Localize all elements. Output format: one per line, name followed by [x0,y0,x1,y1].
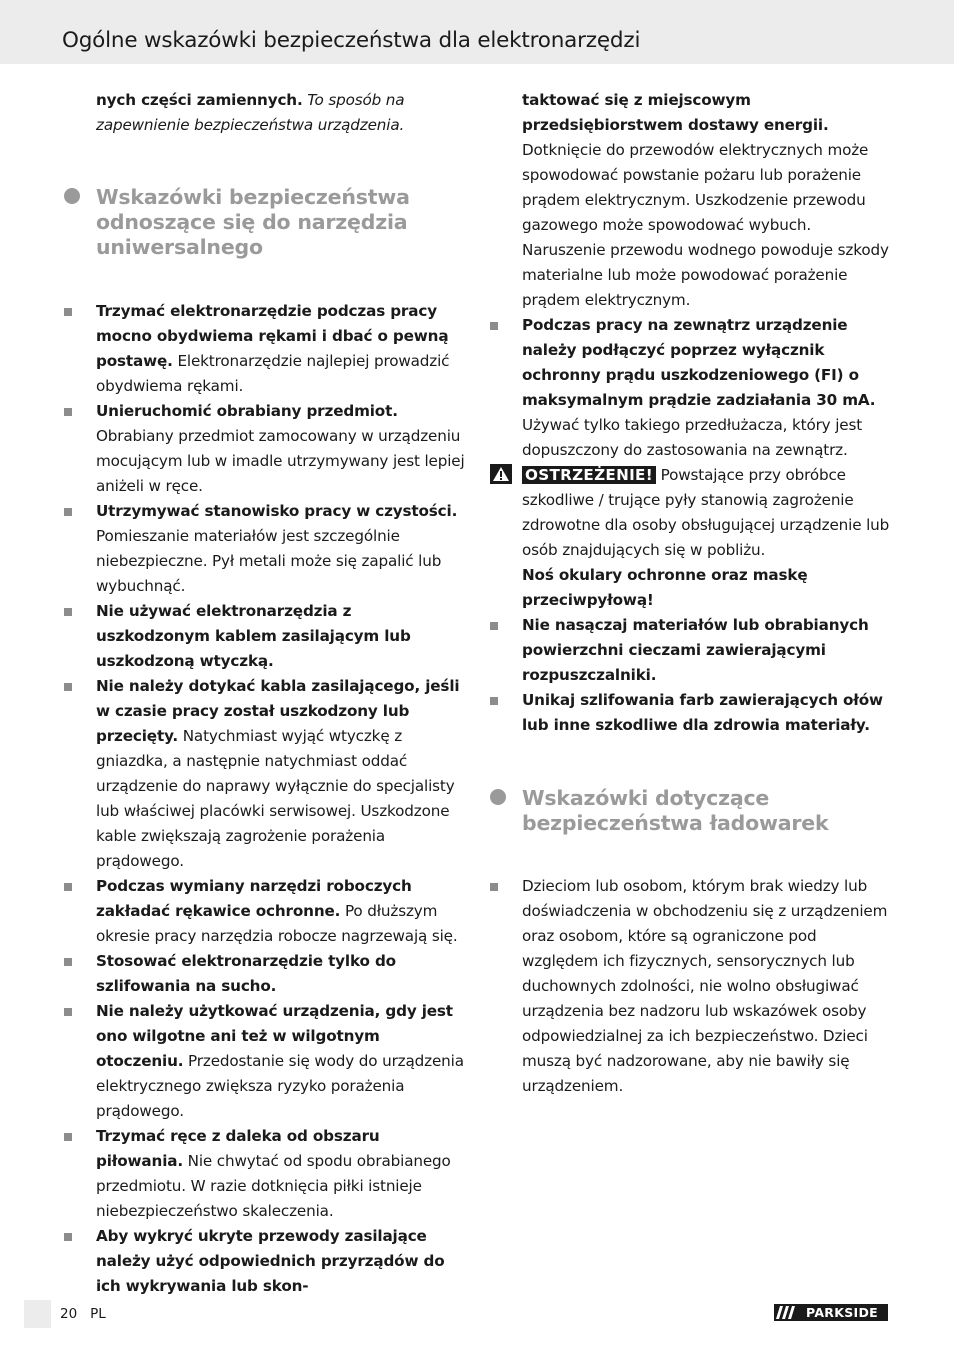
list-item [522,313,894,463]
continued-paragraph [522,88,894,313]
warning-text: Powstające przy obróbce szkodliwe / trujące pyły stanowią zagrożenie zdrowotne dla osoby obsługującej urządzenie lub osób znajdujących się w pobliżu. [522,466,890,559]
square-bullet-icon [64,408,72,416]
list-item [96,949,466,999]
square-bullet-icon [64,1008,72,1016]
list-item [522,688,894,738]
list-item [96,1124,466,1224]
square-bullet-icon [64,883,72,891]
section-heading-universal-tool: Wskazówki bezpieczeństwa odnoszące się do narzędzia uniwersalnego [96,185,446,260]
continued-bold: taktować się z miejscowym przedsiębiorstwem dostawy energii. [522,91,829,134]
item-bold-text: Nie należy dotykać kabla zasilającego, jeśli w czasie pracy został uszkodzony lub przecięty. [96,677,460,745]
warning-block [522,463,894,613]
intro-bold: nych części zamiennych. [96,91,303,109]
list-item [96,674,466,874]
item-bold-text: Nie nasączaj materiałów lub obrabianych powierzchni cieczami zawierającymi rozpuszczalniki. [522,616,869,684]
right-safety-list-c [522,874,894,1099]
item-bold-text: Utrzymywać stanowisko pracy w czystości. [96,502,458,520]
item-bold-text: Nie należy użytkować urządzenia, gdy jest ono wilgotne ani też w wilgotnym otoczeniu. [96,1002,453,1070]
left-column [96,88,466,1299]
right-column [522,88,894,1099]
list-item [96,999,466,1124]
list-item [96,874,466,949]
continued-text: Dotknięcie do przewodów elektrycznych może spowodować powstanie pożaru lub porażenie prądem elektrycznym. Uszkodzenie przewodu gazowego może spowodować wybuch. Naruszenie przewodu wodnego powoduje szkody materialne lub może powodować porażenie prądem elektrycznym. [522,141,889,309]
list-item [96,599,466,674]
item-text: Używać tylko takiego przedłużacza, który jest dopuszczony do zastosowania na zewnątrz. [522,416,863,459]
square-bullet-icon [64,508,72,516]
page-number: 20 [60,1306,78,1322]
item-bold-text: Trzymać elektronarzędzie podczas pracy mocno obydwiema rękami i dbać o pewną postawę. [96,302,449,370]
list-item [96,299,466,399]
brand-stripes-icon [774,1304,802,1321]
item-bold-text: Podczas wymiany narzędzi roboczych zakładać rękawice ochronne. [96,877,412,920]
circle-bullet-icon [64,188,80,204]
intro-italic: To sposób na zapewnienie bezpieczeństwa urządzenia. [96,91,405,134]
page-header [0,0,954,64]
brand-logo [774,1304,888,1321]
intro-paragraph [96,88,466,138]
right-safety-list-b [522,613,894,738]
square-bullet-icon [64,308,72,316]
item-text: Pomieszanie materiałów jest szczególnie niebezpieczne. Pył metali może się zapalić lub wybuchnąć. [96,527,442,595]
item-text: Po dłuższym okresie pracy narzędzia robocze nagrzewają się. [96,902,458,945]
footer-page-info [60,1306,106,1322]
square-bullet-icon [64,608,72,616]
square-bullet-icon [490,622,498,630]
item-bold-text: Trzymać ręce z daleka od obszaru piłowania. [96,1127,380,1170]
item-bold-text: Unikaj szlifowania farb zawierających ołów lub inne szkodliwe dla zdrowia materiały. [522,691,883,734]
square-bullet-icon [490,883,498,891]
left-safety-list [96,299,466,1299]
square-bullet-icon [490,697,498,705]
page-title: Ogólne wskazówki bezpieczeństwa dla elektronarzędzi [62,28,641,53]
item-text: Obrabiany przedmiot zamocowany w urządzeniu mocującym lub w imadle utrzymywany jest lepiej aniżeli w ręce. [96,427,465,495]
item-bold-text: Stosować elektronarzędzie tylko do szlifowania na sucho. [96,952,396,995]
square-bullet-icon [64,1233,72,1241]
brand-name: PARKSIDE [806,1305,878,1320]
item-bold-text: Podczas pracy na zewnątrz urządzenie należy podłączyć poprzez wyłącznik ochronny prądu uszkodzeniowego (FI) o maksymalnym prądzie zadziałania 30 mA. [522,316,876,409]
item-bold-text: Aby wykryć ukryte przewody zasilające należy użyć odpowiednich przyrządów do ich wykrywania lub skon- [96,1227,445,1295]
language-code: PL [90,1306,106,1322]
item-bold-text: Unieruchomić obrabiany przedmiot. [96,402,398,420]
warning-label: OSTRZEŻENIE! [522,466,656,484]
item-text: Dzieciom lub osobom, którym brak wiedzy lub doświadczenia w obchodzeniu się z urządzeniem oraz osobom, które są ograniczone pod względem ich fizycznych, sensorycznych lub duchownych zdolności, nie wolno obsługiwać urządzenia bez nadzoru lub wskazówek osoby odpowiedzialnej za ich bezpieczeństwo. Dzieci muszą być nadzorowane, aby nie bawiły się urządzeniem. [522,877,888,1095]
square-bullet-icon [490,322,498,330]
warning-paragraph [522,463,894,563]
warning-bold-note: Noś okulary ochronne oraz maskę przeciwpyłową! [522,566,808,609]
item-text: Elektronarzędzie najlepiej prowadzić obydwiema rękami. [96,352,450,395]
list-item [96,399,466,499]
list-item [522,874,894,1099]
square-bullet-icon [64,683,72,691]
right-safety-list-a [522,313,894,463]
square-bullet-icon [64,958,72,966]
circle-bullet-icon [490,789,506,805]
list-item [522,613,894,688]
section-heading-chargers: Wskazówki dotyczące bezpieczeństwa ładowarek [522,786,894,836]
item-text: Nie chwytać od spodu obrabianego przedmiotu. W razie dotknięcia piłki istnieje niebezpieczeństwo skaleczenia. [96,1152,451,1220]
list-item [96,499,466,599]
item-bold-text: Nie używać elektronarzędzia z uszkodzonym kablem zasilającym lub uszkodzoną wtyczką. [96,602,411,670]
square-bullet-icon [64,1133,72,1141]
list-item [96,1224,466,1299]
footer-marker [24,1300,51,1328]
warning-triangle-icon [490,464,512,484]
item-text: Przedostanie się wody do urządzenia elektrycznego zwiększa ryzyko porażenia prądowego. [96,1052,464,1120]
item-text: Natychmiast wyjąć wtyczkę z gniazdka, a następnie natychmiast oddać urządzenie do naprawy wyłącznie do specjalisty lub właściwej placówki serwisowej. Uszkodzone kable zwiększają zagrożenie porażenia prądowego. [96,727,455,870]
